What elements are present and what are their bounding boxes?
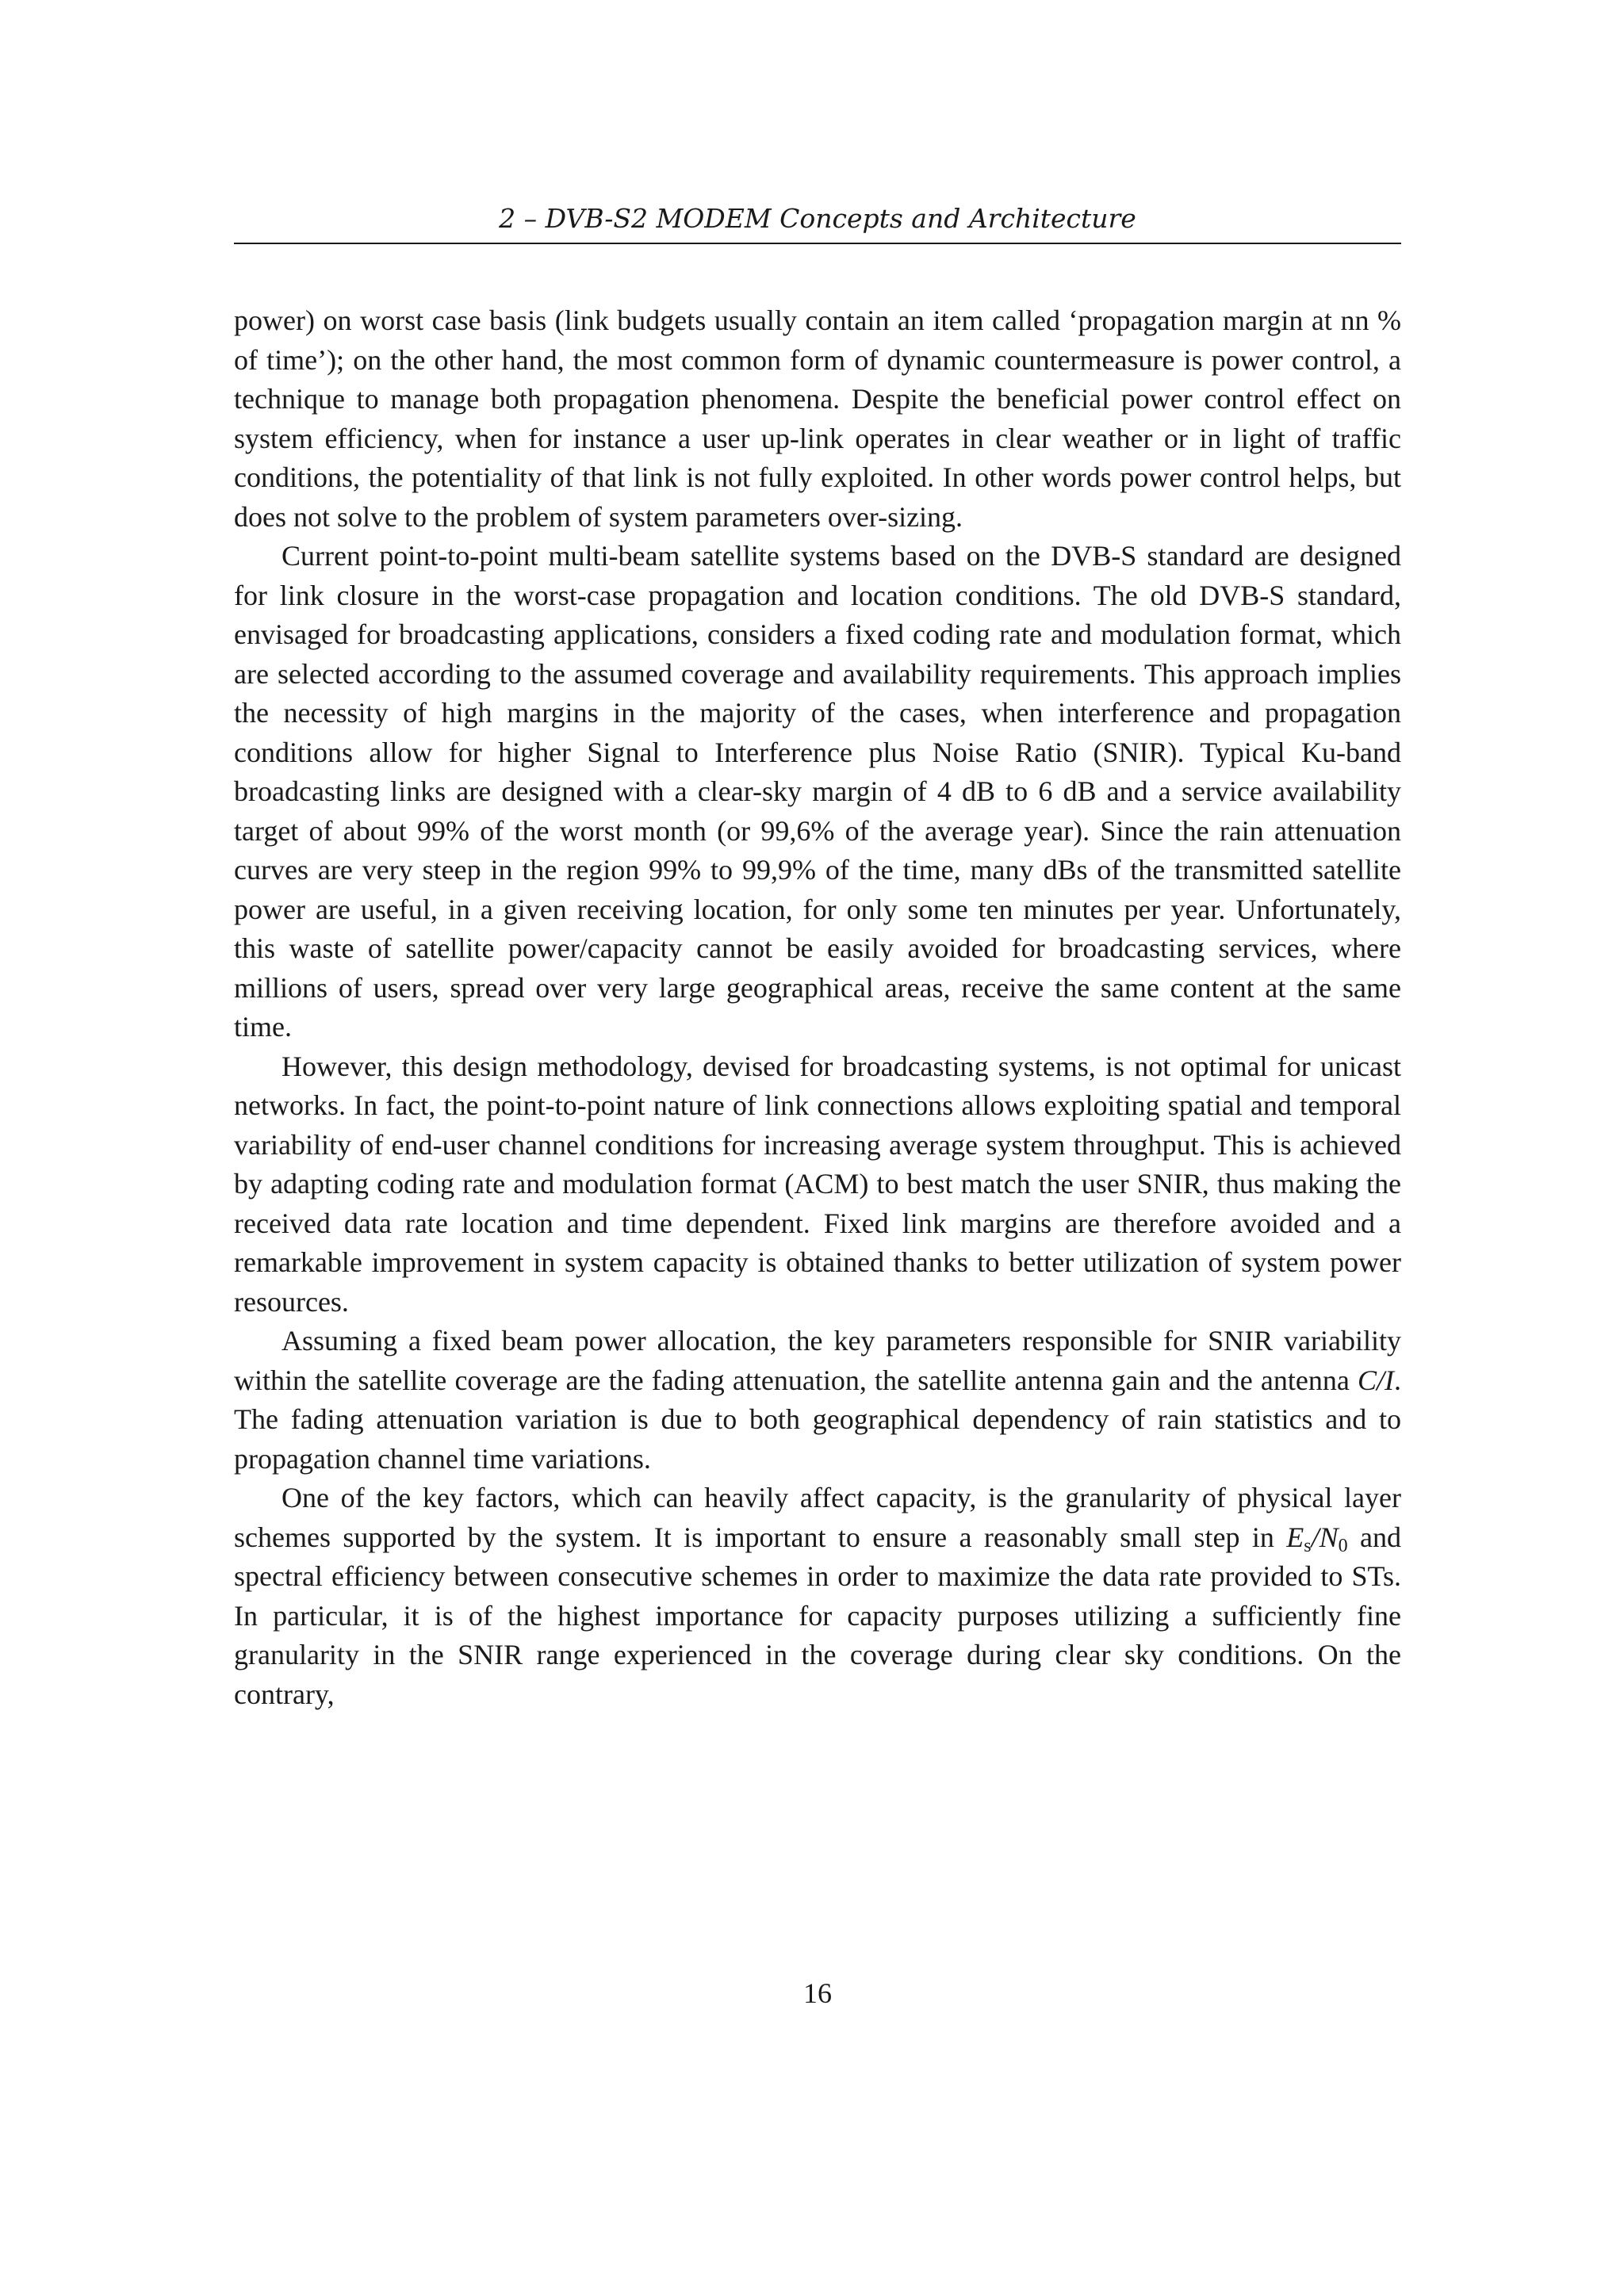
page-number: 16 bbox=[803, 1977, 832, 2009]
math-c-over-i: C/I bbox=[1357, 1364, 1394, 1396]
math-slash: / bbox=[1311, 1521, 1320, 1553]
header-rule bbox=[234, 243, 1401, 244]
paragraph-5-text-before: One of the key factors, which can heavily affect capacity, is the granularity of physical layer schemes supported by the system. It is important to ensure a reasonably small step in bbox=[234, 1482, 1401, 1553]
paragraph-4 bbox=[234, 1322, 1401, 1479]
math-n: N bbox=[1319, 1521, 1339, 1553]
math-es: E bbox=[1286, 1521, 1304, 1553]
paragraph-5-text-after: and spectral efficiency between consecutive schemes in order to maximize the data rate provided to STs. In particular, it is of the highest importance for capacity purposes utilizing a sufficiently fine granularity in the SNIR range experienced in the coverage during clear sky conditions. On the contrary, bbox=[234, 1521, 1401, 1710]
paragraph-2: Current point-to-point multi-beam satellite systems based on the DVB-S standard are designed for link closure in the worst-case propagation and location conditions. The old DVB-S standard, envisaged for broadcasting applications, considers a fixed coding rate and modulation format, which are selected according to the assumed coverage and availability requirements. This approach implies the necessity of high margins in the majority of the cases, when interference and propagation conditions allow for higher Signal to Interference plus Noise Ratio (SNIR). Typical Ku-band broadcasting links are designed with a clear-sky margin of 4 dB to 6 dB and a service availability target of about 99% of the worst month (or 99,6% of the average year). Since the rain attenuation curves are very steep in the region 99% to 99,9% of the time, many dBs of the transmitted satellite power are useful, in a given receiving location, for only some ten minutes per year. Unfortunately, this waste of satellite power/capacity cannot be easily avoided for broadcasting services, where millions of users, spread over very large geographical areas, receive the same content at the same time. bbox=[234, 540, 1401, 1043]
paragraph-4-text-after: . The fading attenuation variation is due to both geographical dependency of rain statistics and to propagation channel time variations. bbox=[234, 1364, 1401, 1475]
math-n-subscript: 0 bbox=[1338, 1535, 1348, 1556]
paragraph-5 bbox=[234, 1479, 1401, 1714]
math-es-subscript: s bbox=[1304, 1535, 1312, 1556]
running-header: 2 – DVB-S2 MODEM Concepts and Architecture bbox=[499, 203, 1136, 234]
paragraph-4-text-before: Assuming a fixed beam power allocation, the key parameters responsible for SNIR variability within the satellite coverage are the fading attenuation, the satellite antenna gain and the antenna bbox=[234, 1325, 1401, 1396]
paragraph-3: However, this design methodology, devised for broadcasting systems, is not optimal for unicast networks. In fact, the point-to-point nature of link connections allows exploiting spatial and temporal variability of end-user channel conditions for increasing average system throughput. This is achieved by adapting coding rate and modulation format (ACM) to best match the user SNIR, thus making the received data rate location and time dependent. Fixed link margins are therefore avoided and a remarkable improvement in system capacity is obtained thanks to better utilization of system power resources. bbox=[234, 1050, 1401, 1318]
paragraph-1: power) on worst case basis (link budgets usually contain an item called ‘propagation margin at nn % of time’); on the other hand, the most common form of dynamic countermeasure is power control, a technique to manage both propagation phenomena. Despite the beneficial power control effect on system efficiency, when for instance a user up-link operates in clear weather or in light of traffic conditions, the potentiality of that link is not fully exploited. In other words power control helps, but does not solve to the problem of system parameters over-sizing. bbox=[234, 304, 1401, 533]
body-text bbox=[234, 301, 1401, 1714]
math-es-over-n0 bbox=[1286, 1521, 1348, 1556]
